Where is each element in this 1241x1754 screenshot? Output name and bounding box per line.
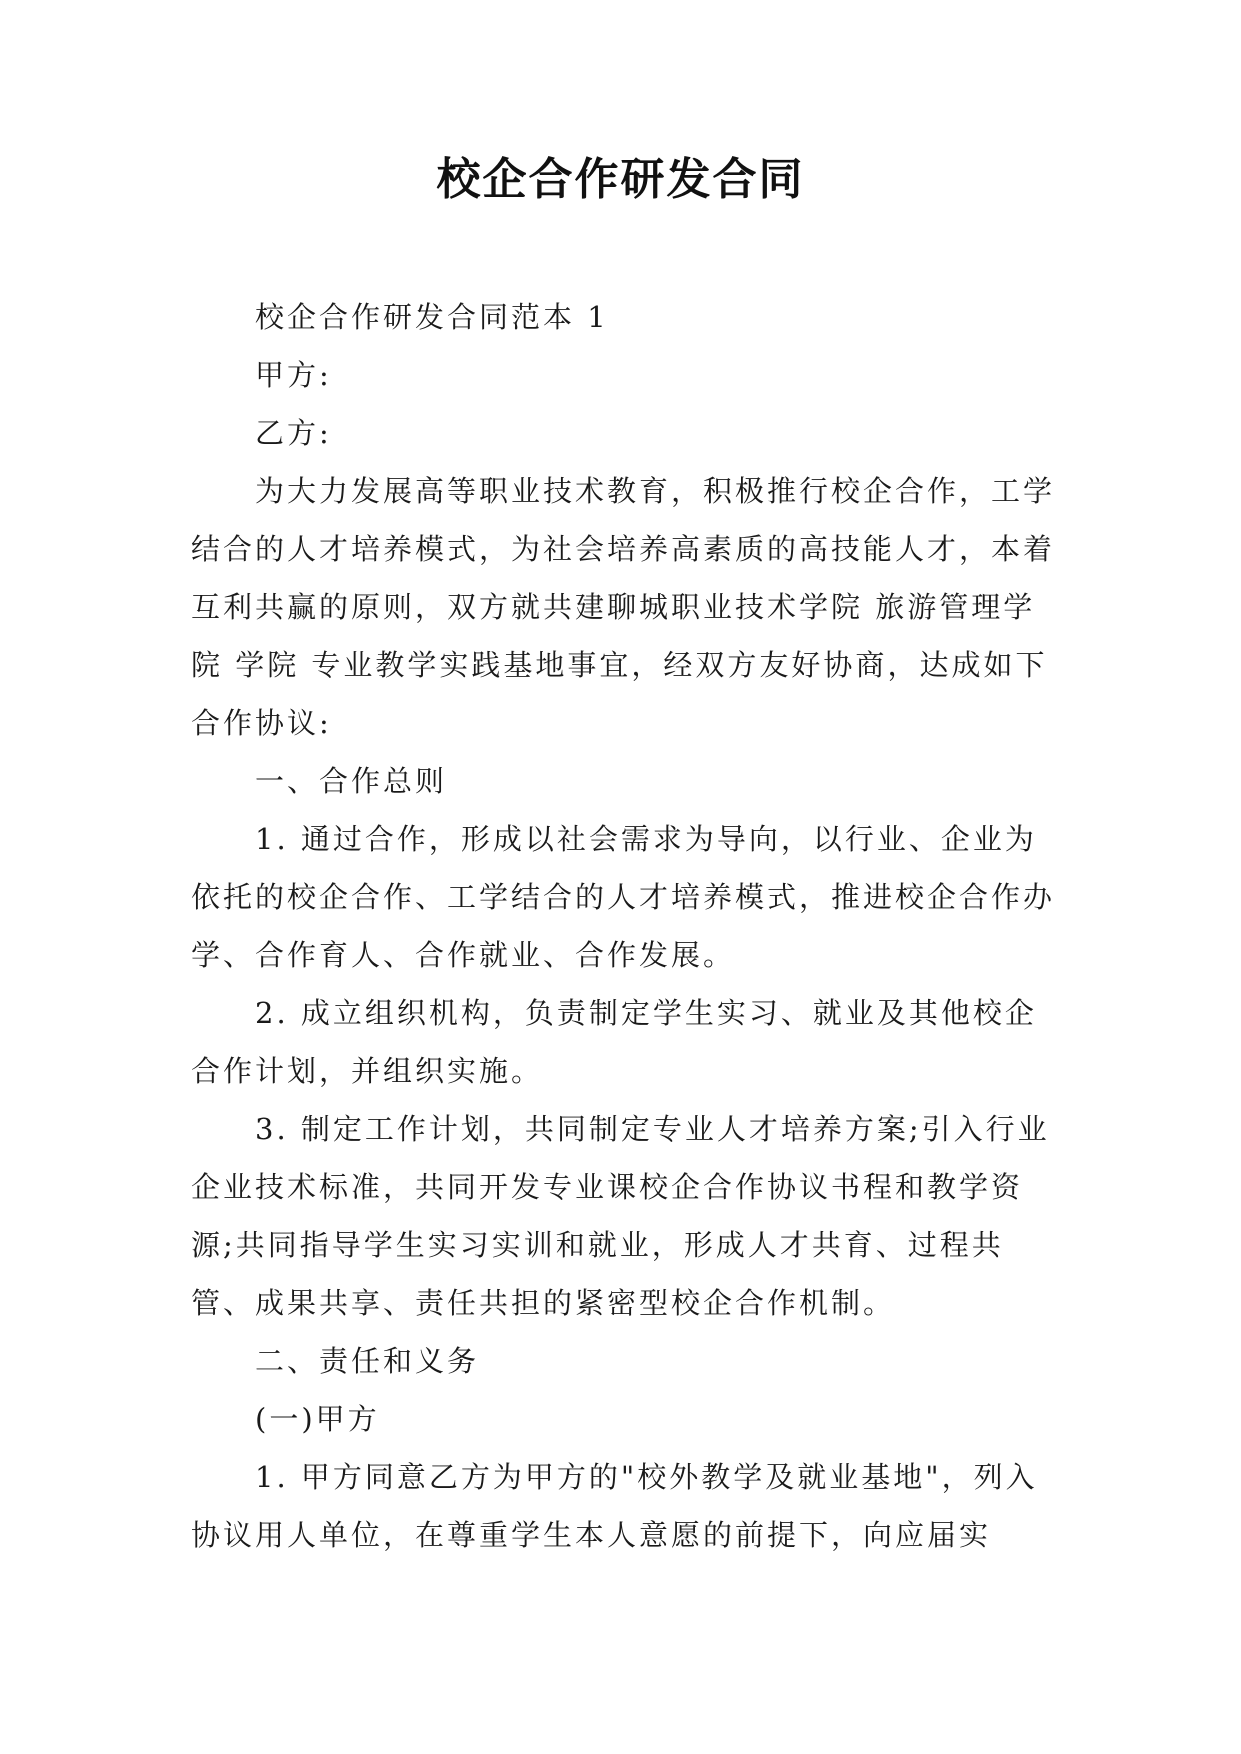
paragraph-party-b: 乙方: — [255, 416, 332, 450]
clause-1: 1. 通过合作，形成以社会需求为导向，以行业、企业为依托的校企合作、工学结合的人才培养模式，推进校企合作办学、合作育人、合作就业、合作发展。 — [191, 822, 1056, 972]
subsection-heading-party-a: (一)甲方 — [255, 1402, 380, 1436]
party-a-clause-1: 1. 甲方同意乙方为甲方的"校外教学及就业基地"，列入协议用人单位，在尊重学生本人意愿的前提下，向应届实 — [191, 1460, 1038, 1552]
document-title: 校企合作研发合同 — [436, 154, 805, 205]
paragraph-preamble: 为大力发展高等职业技术教育，积极推行校企合作，工学结合的人才培养模式，为社会培养高素质的高技能人才，本着互利共赢的原则，双方就共建聊城职业技术学院 旅游管理学院 学院 专业教学实践基地事宜，经双方友好协商，达成如下合作协议: — [191, 474, 1056, 740]
section-heading-general: 一、合作总则 — [255, 764, 448, 798]
document-body — [191, 288, 1055, 1564]
clause-3: 3. 制定工作计划，共同制定专业人才培养方案;引入行业企业技术标准，共同开发专业课校企合作协议书程和教学资源;共同指导学生实习实训和就业，形成人才共育、过程共管、成果共享、责任共担的紧密型校企合作机制。 — [191, 1112, 1050, 1320]
clause-2: 2. 成立组织机构，负责制定学生实习、就业及其他校企合作计划，并组织实施。 — [191, 996, 1037, 1088]
paragraph-template-title: 校企合作研发合同范本 1 — [255, 300, 609, 334]
paragraph-party-a: 甲方: — [255, 358, 332, 392]
section-heading-duties: 二、责任和义务 — [255, 1344, 480, 1378]
